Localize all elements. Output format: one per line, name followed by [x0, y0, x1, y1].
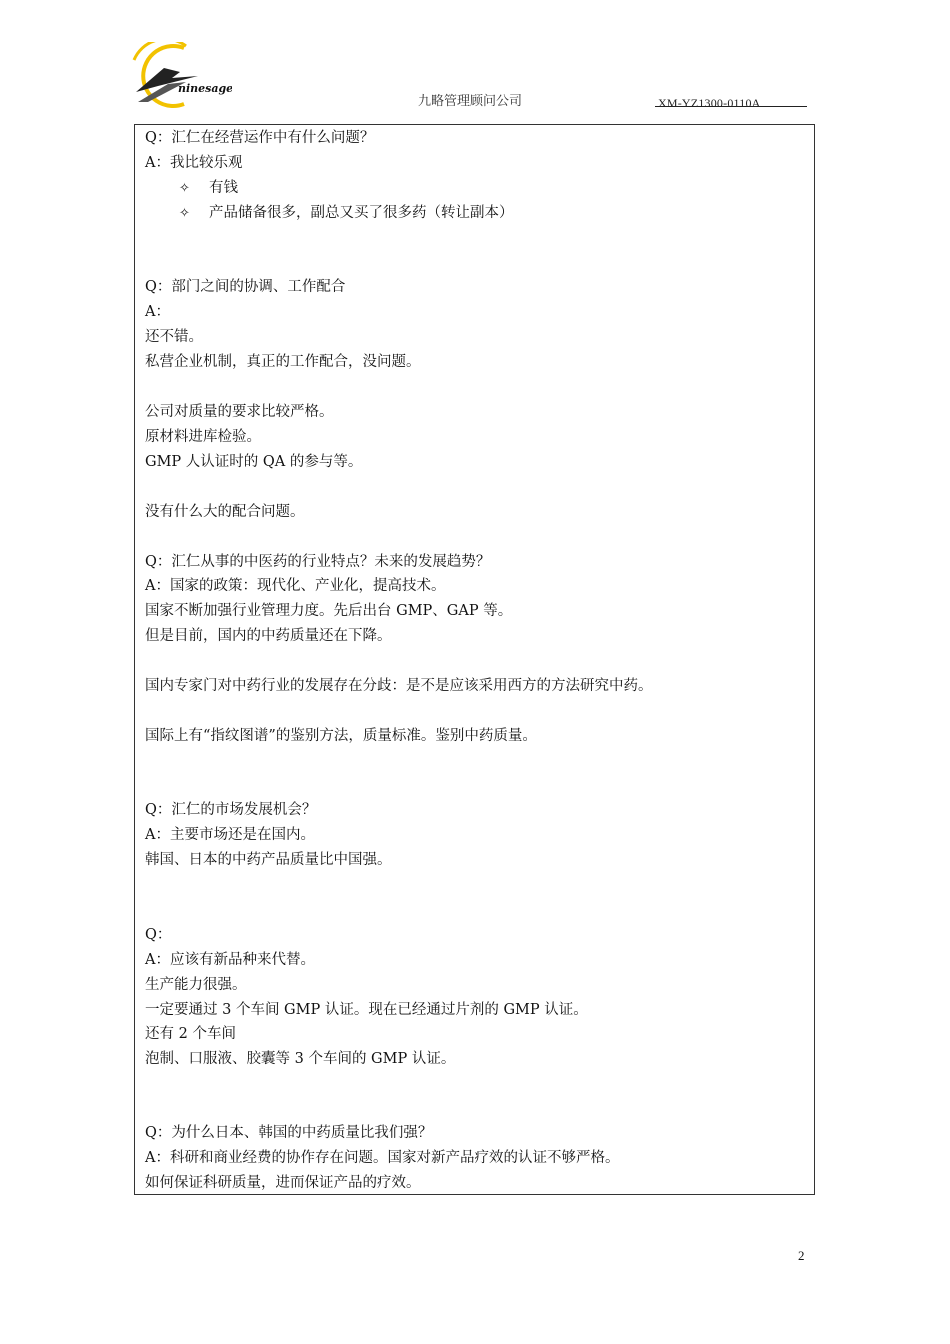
- question-line: Q：汇仁的市场发展机会？: [145, 802, 317, 818]
- company-name: 九略管理顾问公司: [418, 94, 523, 109]
- bullet-text: 产品储备很多，副总又买了很多药（转让副本）: [209, 205, 514, 221]
- text-line: 国家不断加强行业管理力度。先后出台 GMP、GAP 等。: [145, 603, 513, 619]
- text-line: 泡制、口服液、胶囊等 3 个车间的 GMP 认证。: [145, 1051, 456, 1067]
- answer-line: A：主要市场还是在国内。: [145, 827, 315, 843]
- text-line: 还不错。: [145, 329, 203, 345]
- answer-line: A：国家的政策：现代化、产业化，提高技术。: [145, 578, 446, 594]
- header-underline: [655, 106, 807, 107]
- question-line: Q：汇仁从事的中医药的行业特点？未来的发展趋势？: [145, 554, 491, 570]
- logo-text: ninesage: [178, 82, 232, 95]
- answer-line: A：应该有新品种来代替。: [145, 952, 315, 968]
- answer-line: A：我比较乐观: [145, 155, 243, 171]
- text-line: 国内专家门对中药行业的发展存在分歧：是不是应该采用西方的方法研究中药。: [145, 678, 653, 694]
- company-logo: [128, 42, 232, 110]
- diamond-bullet-icon: ✧: [179, 206, 190, 221]
- document-code: XM-YZ1300-0110A: [658, 96, 761, 110]
- text-line: 国际上有“指纹图谱”的鉴别方法，质量标准。鉴别中药质量。: [145, 728, 537, 744]
- text-line: 一定要通过 3 个车间 GMP 认证。现在已经通过片剂的 GMP 认证。: [145, 1002, 588, 1018]
- diamond-bullet-icon: ✧: [179, 181, 190, 196]
- question-line: Q：汇仁在经营运作中有什么问题？: [145, 130, 375, 146]
- answer-line: A：科研和商业经费的协作存在问题。国家对新产品疗效的认证不够严格。: [145, 1150, 620, 1166]
- text-line: 如何保证科研质量，进而保证产品的疗效。: [145, 1175, 421, 1191]
- text-line: 没有什么大的配合问题。: [145, 504, 305, 520]
- ninesage-logo-icon: [128, 42, 232, 110]
- text-line: 但是目前，国内的中药质量还在下降。: [145, 628, 392, 644]
- text-line: GMP 人认证时的 QA 的参与等。: [145, 454, 363, 470]
- question-line: Q：: [145, 927, 172, 943]
- interview-notes-box: [134, 124, 815, 1195]
- text-line: 原材料进库检验。: [145, 429, 261, 445]
- page-number: 2: [798, 1248, 805, 1263]
- text-line: 还有 2 个车间: [145, 1026, 236, 1042]
- bullet-item: [179, 202, 514, 224]
- bullet-text: 有钱: [209, 180, 238, 196]
- text-line: 私营企业机制，真正的工作配合，没问题。: [145, 354, 421, 370]
- text-line: 公司对质量的要求比较严格。: [145, 404, 334, 420]
- text-line: 生产能力很强。: [145, 977, 247, 993]
- question-line: Q：为什么日本、韩国的中药质量比我们强？: [145, 1125, 433, 1141]
- bullet-item: [179, 177, 238, 199]
- text-line: 韩国、日本的中药产品质量比中国强。: [145, 852, 392, 868]
- question-line: Q：部门之间的协调、工作配合: [145, 279, 346, 295]
- answer-line: A：: [145, 304, 170, 320]
